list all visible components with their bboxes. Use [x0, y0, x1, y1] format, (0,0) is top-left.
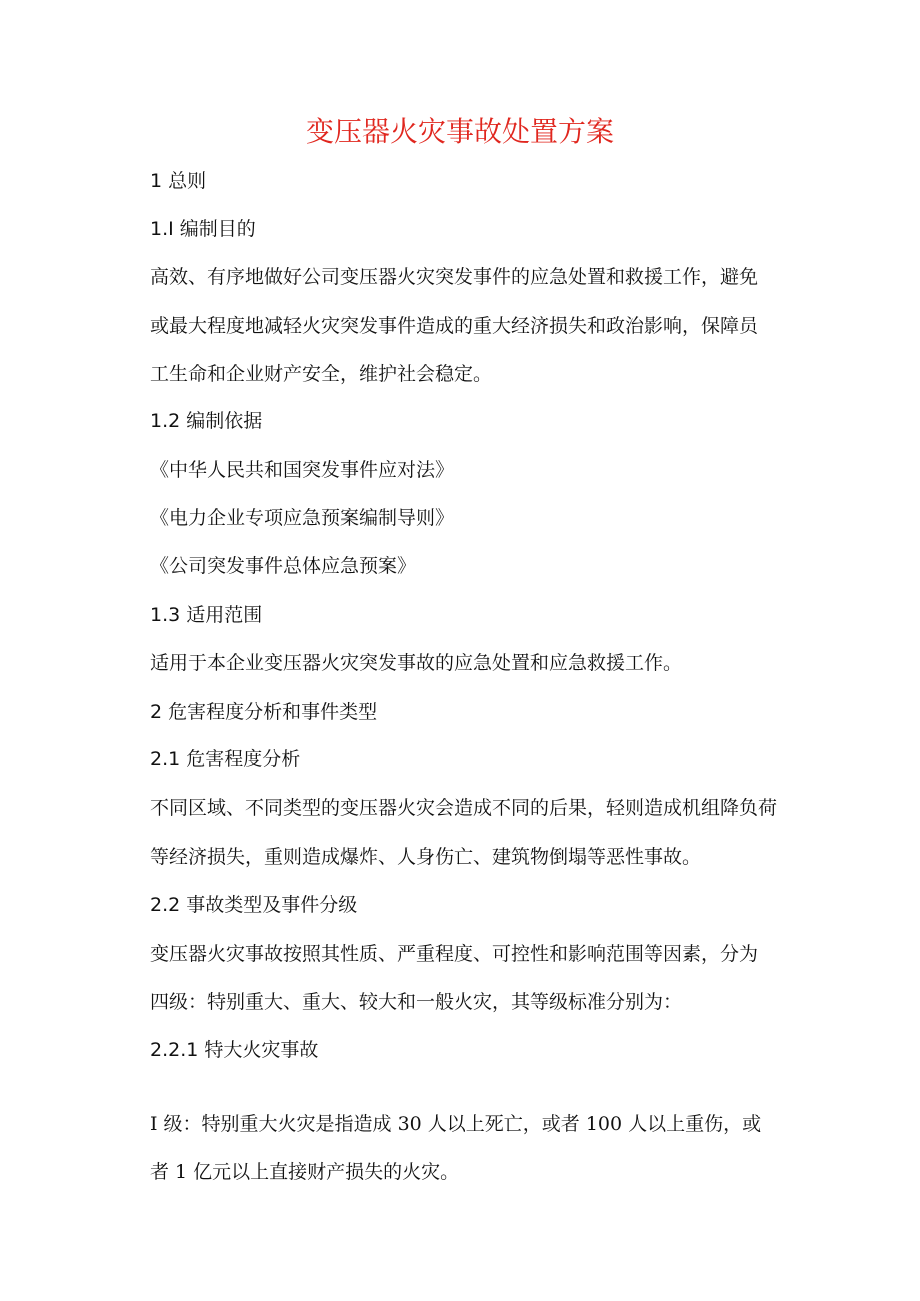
subsection-heading: 2.1 危害程度分析: [150, 748, 301, 770]
section-heading: 2 危害程度分析和事件类型: [150, 701, 378, 723]
subsection-heading: 1.3 适用范围: [150, 604, 263, 626]
section-heading: 1 总则: [150, 170, 207, 192]
reference-item: 《中华人民共和国突发事件应对法》: [150, 459, 455, 481]
reference-item: 《电力企业专项应急预案编制导则》: [150, 507, 455, 529]
reference-item: 《公司突发事件总体应急预案》: [150, 555, 417, 577]
paragraph-line: 不同区域、不同类型的变压器火灾会造成不同的后果，轻则造成机组降负荷: [150, 797, 778, 819]
paragraph-line: I 级：特别重大火灾是指造成 30 人以上死亡，或者 100 人以上重伤，或: [150, 1113, 762, 1135]
paragraph-line: 高效、有序地做好公司变压器火灾突发事件的应急处置和救援工作，避免: [150, 266, 759, 288]
paragraph-line: 变压器火灾事故按照其性质、严重程度、可控性和影响范围等因素，分为: [150, 943, 759, 965]
paragraph-line: 工生命和企业财产安全，维护社会稳定。: [150, 363, 493, 385]
paragraph-line: 等经济损失，重则造成爆炸、人身伤亡、建筑物倒塌等恶性事故。: [150, 846, 702, 868]
paragraph-line: 者 1 亿元以上直接财产损失的火灾。: [150, 1161, 460, 1183]
subsection-heading: 1.2 编制依据: [150, 410, 263, 432]
document-title: 变压器火灾事故处置方案: [305, 115, 614, 148]
subsection-heading: 2.2 事故类型及事件分级: [150, 894, 358, 916]
subsubsection-heading: 2.2.1 特大火灾事故: [150, 1039, 319, 1061]
paragraph-line: 或最大程度地减轻火灾突发事件造成的重大经济损失和政治影响，保障员: [150, 315, 759, 337]
paragraph-line: 四级：特别重大、重大、较大和一般火灾，其等级标准分别为：: [150, 991, 683, 1013]
subsection-heading: 1.I 编制目的: [150, 218, 256, 240]
paragraph-line: 适用于本企业变压器火灾突发事故的应急处置和应急救援工作。: [150, 652, 683, 674]
